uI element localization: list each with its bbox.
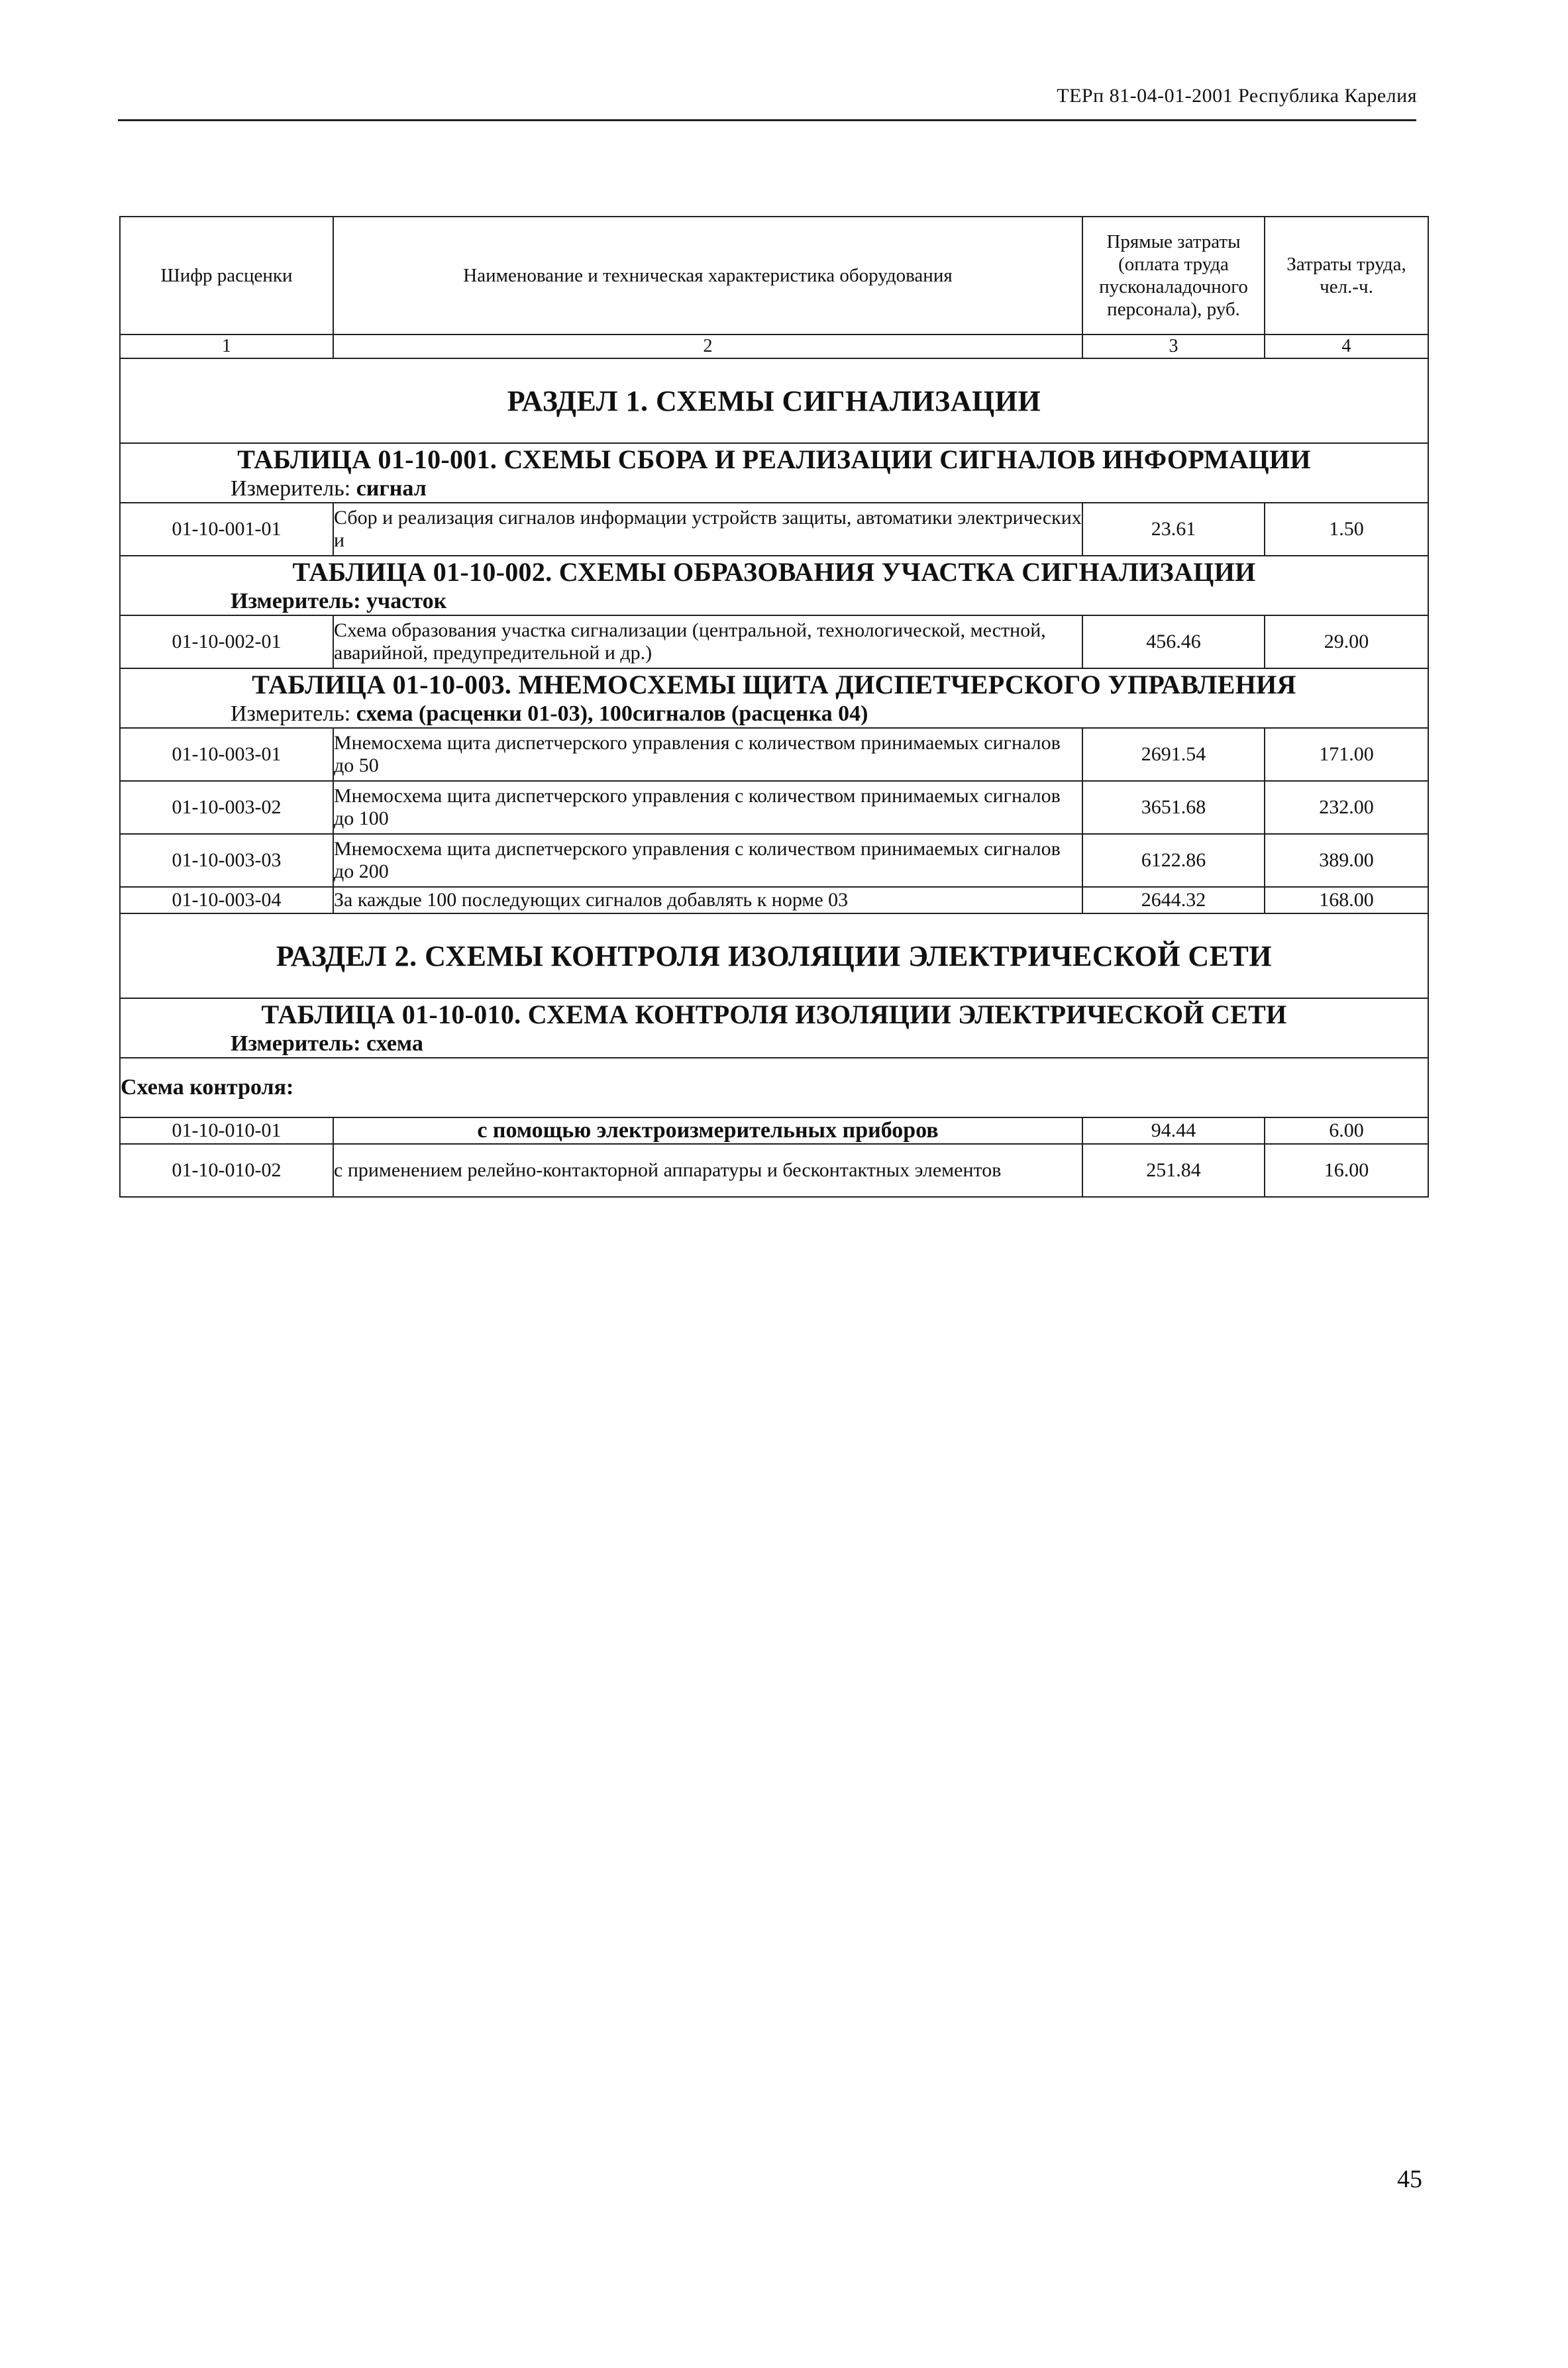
table-row (120, 1144, 1428, 1197)
table-title: ТАБЛИЦА 01-10-002. СХЕМЫ ОБРАЗОВАНИЯ УЧАСТКА СИГНАЛИЗАЦИИ (292, 557, 1256, 587)
table-row (120, 1117, 1428, 1144)
rate-code: 01-10-003-03 (120, 834, 333, 887)
table-title: ТАБЛИЦА 01-10-003. МНЕМОСХЕМЫ ЩИТА ДИСПЕТЧЕРСКОГО УПРАВЛЕНИЯ (252, 670, 1296, 699)
rate-name: За каждые 100 последующих сигналов добавлять к норме 03 (333, 887, 1082, 913)
section-row (120, 358, 1428, 443)
rate-cost: 2691.54 (1082, 728, 1265, 781)
rate-code: 01-10-002-01 (120, 615, 333, 668)
rate-labor: 16.00 (1265, 1144, 1428, 1197)
running-header: ТЕРп 81-04-01-2001 Республика Карелия (1057, 85, 1417, 107)
section-title: РАЗДЕЛ 2. СХЕМЫ КОНТРОЛЯ ИЗОЛЯЦИИ ЭЛЕКТРИЧЕСКОЙ СЕТИ (120, 913, 1428, 998)
rate-code: 01-10-010-02 (120, 1144, 333, 1197)
rate-labor: 1.50 (1265, 503, 1428, 556)
col-number: 1 (120, 335, 333, 358)
rate-code: 01-10-003-04 (120, 887, 333, 913)
table-row (120, 887, 1428, 913)
rate-name: Мнемосхема щита диспетчерского управления с количеством принимаемых сигналов до 100 (333, 781, 1082, 834)
table-row (120, 781, 1428, 834)
unit-line (121, 701, 1428, 727)
rate-code: 01-10-003-02 (120, 781, 333, 834)
table-row (120, 615, 1428, 668)
rate-cost: 456.46 (1082, 615, 1265, 668)
col-header-cost: Прямые затраты (оплата труда пусконаладочного персонала), руб. (1082, 217, 1265, 335)
rate-cost: 3651.68 (1082, 781, 1265, 834)
unit-label: Измеритель: (231, 476, 356, 501)
scheme-label: Схема контроля: (120, 1058, 1428, 1117)
table-heading-row (120, 443, 1428, 503)
unit-line (121, 1031, 1428, 1057)
rate-name: Мнемосхема щита диспетчерского управления с количеством принимаемых сигналов до 50 (333, 728, 1082, 781)
col-number: 3 (1082, 335, 1265, 358)
unit-label: Измеритель: (231, 589, 367, 613)
section-row (120, 913, 1428, 998)
unit-line (121, 588, 1428, 615)
rates-table (119, 216, 1429, 1198)
col-header-name: Наименование и техническая характеристика оборудования (333, 217, 1082, 335)
section-title: РАЗДЕЛ 1. СХЕМЫ СИГНАЛИЗАЦИИ (120, 358, 1428, 443)
unit-value: схема (366, 1031, 423, 1056)
rate-cost: 2644.32 (1082, 887, 1265, 913)
table-row (120, 834, 1428, 887)
table-heading (120, 556, 1428, 615)
col-header-labor: Затраты труда, чел.-ч. (1265, 217, 1428, 335)
rate-name: Схема образования участка сигнализации (центральной, технологической, местной, аварийной, предупредительной и др.) (333, 615, 1082, 668)
rate-name: с помощью электроизмерительных приборов (333, 1117, 1082, 1144)
rate-name: Мнемосхема щита диспетчерского управления с количеством принимаемых сигналов до 200 (333, 834, 1082, 887)
rate-cost: 251.84 (1082, 1144, 1265, 1197)
rate-labor: 29.00 (1265, 615, 1428, 668)
rate-labor: 232.00 (1265, 781, 1428, 834)
rate-labor: 6.00 (1265, 1117, 1428, 1144)
unit-label: Измеритель: (231, 1031, 367, 1056)
unit-line (121, 476, 1428, 502)
column-number-row (120, 335, 1428, 358)
table-row (120, 728, 1428, 781)
rate-cost: 94.44 (1082, 1117, 1265, 1144)
rate-labor: 171.00 (1265, 728, 1428, 781)
col-header-code: Шифр расценки (120, 217, 333, 335)
table-heading (120, 443, 1428, 503)
unit-value: схема (расценки 01-03), 100сигналов (расценка 04) (356, 701, 868, 726)
table-heading-row (120, 668, 1428, 728)
unit-value: сигнал (356, 476, 427, 501)
rate-name: с применением релейно-контакторной аппаратуры и бесконтактных элементов (333, 1144, 1082, 1197)
col-number: 4 (1265, 335, 1428, 358)
table-title: ТАБЛИЦА 01-10-010. СХЕМА КОНТРОЛЯ ИЗОЛЯЦИИ ЭЛЕКТРИЧЕСКОЙ СЕТИ (261, 1000, 1287, 1029)
rate-code: 01-10-003-01 (120, 728, 333, 781)
rate-labor: 168.00 (1265, 887, 1428, 913)
table-heading-row (120, 556, 1428, 615)
unit-value: участок (366, 589, 447, 613)
col-number: 2 (333, 335, 1082, 358)
table-title: ТАБЛИЦА 01-10-001. СХЕМЫ СБОРА И РЕАЛИЗАЦИИ СИГНАЛОВ ИНФОРМАЦИИ (237, 444, 1311, 474)
scheme-label-row (120, 1058, 1428, 1117)
rate-code: 01-10-010-01 (120, 1117, 333, 1144)
rate-cost: 23.61 (1082, 503, 1265, 556)
rate-name: Сбор и реализация сигналов информации устройств защиты, автоматики электрических и (333, 503, 1082, 556)
unit-label: Измеритель: (231, 701, 356, 726)
table-row (120, 503, 1428, 556)
rate-code: 01-10-001-01 (120, 503, 333, 556)
table-heading (120, 668, 1428, 728)
rate-labor: 389.00 (1265, 834, 1428, 887)
rate-cost: 6122.86 (1082, 834, 1265, 887)
header-rule (118, 119, 1416, 121)
page-number: 45 (1397, 2165, 1422, 2193)
table-heading (120, 998, 1428, 1058)
table-header-row (120, 217, 1428, 335)
table-heading-row (120, 998, 1428, 1058)
